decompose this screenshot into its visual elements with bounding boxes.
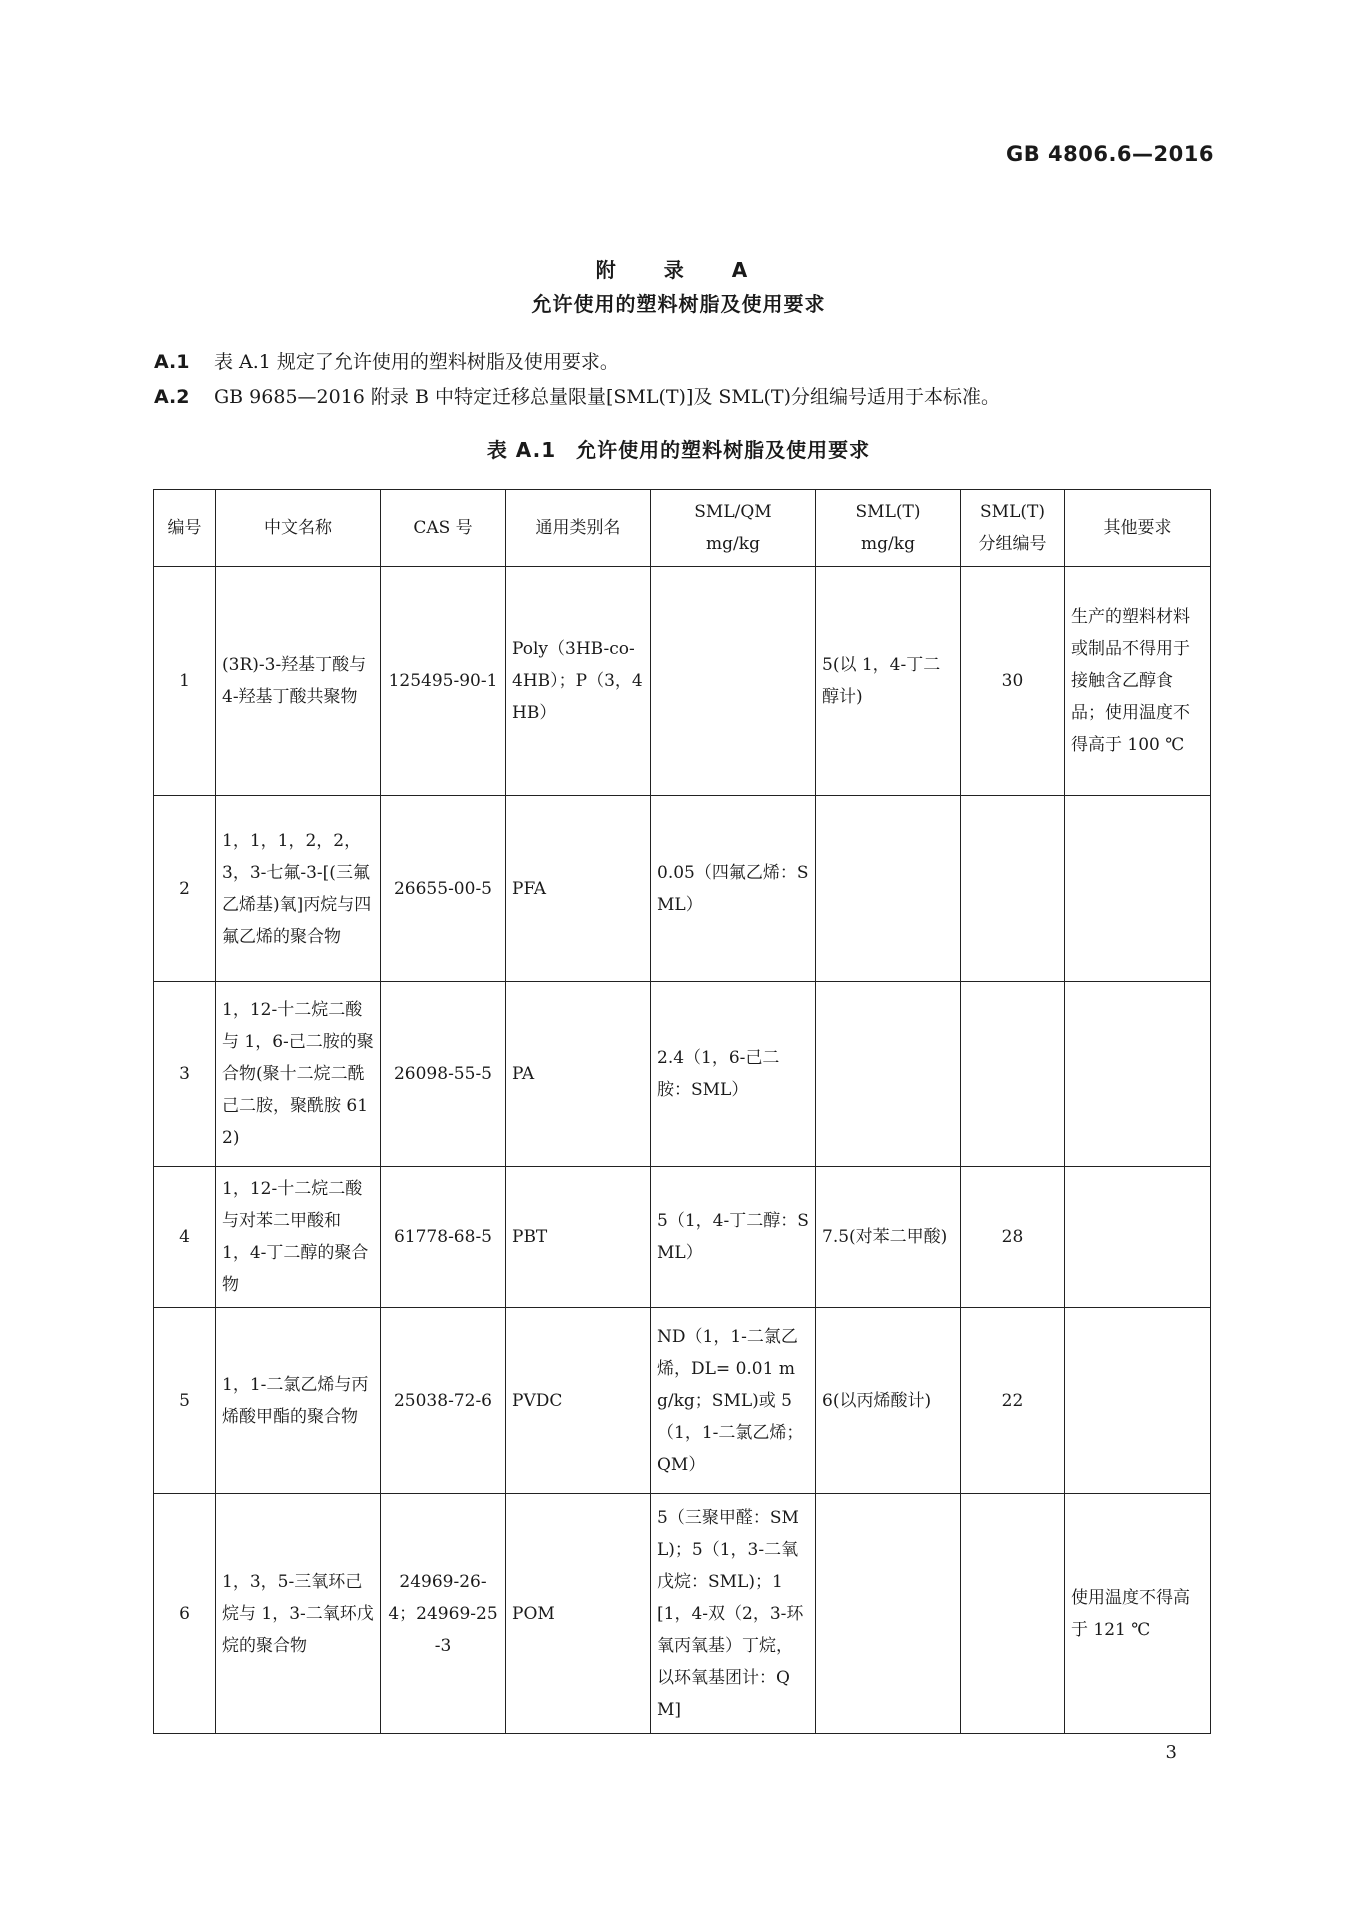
table-row (154, 567, 1211, 796)
cell-generic: PA (506, 982, 651, 1167)
cell-smlt-group: 22 (961, 1308, 1065, 1494)
cell-no: 3 (154, 982, 216, 1167)
cell-sml-qm: 5（三聚甲醛：SML)；5（1，3-二氧戊烷：SML)；1 [1，4-双（2，3-环氧丙氧基）丁烷，以环氧基团计：QM] (651, 1494, 816, 1734)
cell-no: 4 (154, 1167, 216, 1308)
cell-cas: 26655-00-5 (381, 796, 506, 982)
table-row (154, 1308, 1211, 1494)
cell-no: 5 (154, 1308, 216, 1494)
header-name: 中文名称 (216, 490, 381, 567)
cell-other: 生产的塑料材料或制品不得用于接触含乙醇食品；使用温度不得高于 100 ℃ (1065, 567, 1211, 796)
cell-smlt-group: 28 (961, 1167, 1065, 1308)
cell-cas: 25038-72-6 (381, 1308, 506, 1494)
clause-a2 (154, 382, 1000, 409)
cell-other (1065, 1308, 1211, 1494)
cell-name: 1，12-十二烷二酸与 1，6-己二胺的聚合物(聚十二烷二酰己二胺，聚酰胺 612) (216, 982, 381, 1167)
cell-generic: PBT (506, 1167, 651, 1308)
cell-sml-qm: 0.05（四氟乙烯：SML） (651, 796, 816, 982)
header-generic: 通用类别名 (506, 490, 651, 567)
cell-smlt (816, 982, 961, 1167)
cell-generic: Poly（3HB-co-4HB）；P（3，4HB） (506, 567, 651, 796)
clause-number: A.1 (154, 351, 190, 373)
header-smlt-line2: mg/kg (861, 534, 915, 554)
table-caption-title: 允许使用的塑料树脂及使用要求 (576, 438, 871, 462)
header-sml-qm-line1: SML/QM (694, 502, 772, 522)
cell-cas: 26098-55-5 (381, 982, 506, 1167)
cell-no: 1 (154, 567, 216, 796)
cell-smlt: 5(以 1，4-丁二醇计) (816, 567, 961, 796)
cell-smlt-group (961, 1494, 1065, 1734)
table-row (154, 982, 1211, 1167)
cell-other (1065, 1167, 1211, 1308)
cell-name: 1，12-十二烷二酸与对苯二甲酸和 1，4-丁二醇的聚合物 (216, 1167, 381, 1308)
header-smlt-group-line1: SML(T) (980, 502, 1045, 522)
cell-smlt-group (961, 982, 1065, 1167)
cell-name: 1，1-二氯乙烯与丙烯酸甲酯的聚合物 (216, 1308, 381, 1494)
clause-text: 表 A.1 规定了允许使用的塑料树脂及使用要求。 (214, 351, 619, 373)
cell-sml-qm: ND（1，1-二氯乙烯，DL= 0.01 mg/kg；SML)或 5（1，1-二氯乙烯；QM） (651, 1308, 816, 1494)
cell-sml-qm: 5（1，4-丁二醇：SML） (651, 1167, 816, 1308)
cell-smlt-group (961, 796, 1065, 982)
cell-smlt: 7.5(对苯二甲酸) (816, 1167, 961, 1308)
header-smlt-line1: SML(T) (855, 502, 921, 522)
header-sml-qm (651, 490, 816, 567)
resin-table (153, 489, 1211, 1734)
header-other: 其他要求 (1065, 490, 1211, 567)
header-cas: CAS 号 (381, 490, 506, 567)
clause-number: A.2 (154, 386, 190, 408)
table-row (154, 796, 1211, 982)
table-caption-number: 表 A.1 (486, 438, 557, 462)
cell-name: 1，1，1，2，2，3，3-七氟-3-[(三氟乙烯基)氧]丙烷与四氟乙烯的聚合物 (216, 796, 381, 982)
table-row (154, 1494, 1211, 1734)
table-caption (0, 434, 1357, 463)
cell-generic: PVDC (506, 1308, 651, 1494)
cell-cas: 24969-26-4；24969-25-3 (381, 1494, 506, 1734)
header-smlt (816, 490, 961, 567)
appendix-subtitle: 允许使用的塑料树脂及使用要求 (531, 292, 826, 316)
page-number: 3 (1165, 1742, 1177, 1763)
cell-cas: 61778-68-5 (381, 1167, 506, 1308)
cell-smlt (816, 796, 961, 982)
clause-text: GB 9685—2016 附录 B 中特定迁移总量限量[SML(T)]及 SML(T)分组编号适用于本标准。 (214, 386, 1001, 408)
cell-smlt: 6(以丙烯酸计) (816, 1308, 961, 1494)
cell-no: 2 (154, 796, 216, 982)
header-smlt-group (961, 490, 1065, 567)
cell-other (1065, 982, 1211, 1167)
table-header-row (154, 490, 1211, 567)
cell-other: 使用温度不得高于 121 ℃ (1065, 1494, 1211, 1734)
cell-sml-qm: 2.4（1，6-己二胺：SML） (651, 982, 816, 1167)
cell-generic: PFA (506, 796, 651, 982)
cell-name: 1，3，5-三氧环己烷与 1，3-二氧环戊烷的聚合物 (216, 1494, 381, 1734)
header-no: 编号 (154, 490, 216, 567)
cell-cas: 125495-90-1 (381, 567, 506, 796)
cell-name: (3R)-3-羟基丁酸与 4-羟基丁酸共聚物 (216, 567, 381, 796)
cell-smlt (816, 1494, 961, 1734)
cell-other (1065, 796, 1211, 982)
header-sml-qm-line2: mg/kg (706, 534, 760, 554)
header-smlt-group-line2: 分组编号 (978, 534, 1047, 554)
cell-sml-qm (651, 567, 816, 796)
standard-code: GB 4806.6—2016 (1005, 142, 1214, 166)
cell-generic: POM (506, 1494, 651, 1734)
cell-smlt-group: 30 (961, 567, 1065, 796)
appendix-title: 附 录 A (595, 258, 762, 282)
table-row (154, 1167, 1211, 1308)
clause-a1 (154, 347, 619, 374)
cell-no: 6 (154, 1494, 216, 1734)
